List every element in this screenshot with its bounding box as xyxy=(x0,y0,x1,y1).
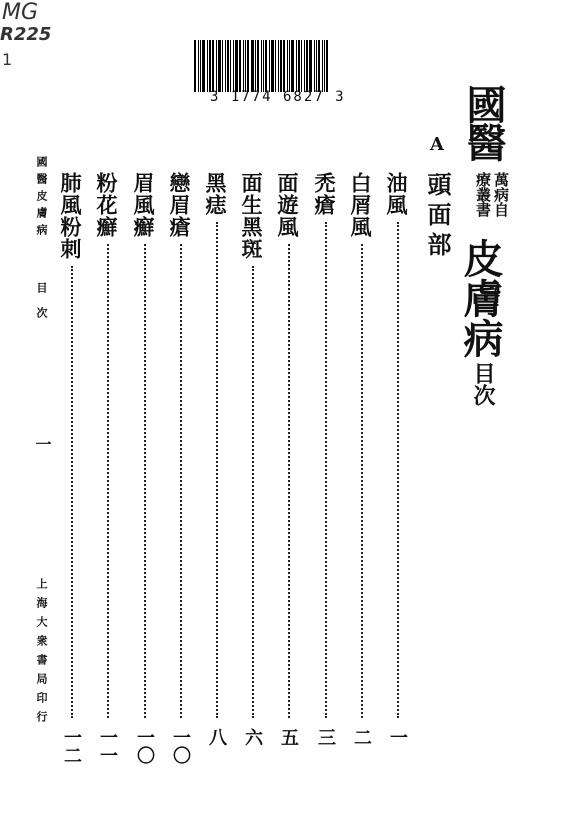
toc-entry-name: 黑痣 xyxy=(203,172,228,216)
toc-entry xyxy=(241,172,262,260)
margin-page-number: 一 xyxy=(33,436,52,452)
toc-entry xyxy=(169,172,190,238)
toc-entry-page: 二 xyxy=(351,728,372,746)
margin-title: 國醫皮膚病 xyxy=(35,156,48,241)
toc-entry-page: 三 xyxy=(315,728,336,746)
title-main: 國醫 xyxy=(460,84,507,160)
toc-entry-page: 六 xyxy=(242,728,263,746)
handwritten-mark-3: 1 xyxy=(2,50,13,69)
toc-entry-page: 一〇 xyxy=(134,728,155,764)
handwritten-mark-1: MG xyxy=(2,0,39,25)
barcode-number: 3 1774 6827 3 xyxy=(210,89,346,105)
margin-label: 目次 xyxy=(35,282,48,332)
toc-entry-name: 面生黑斑 xyxy=(239,172,264,260)
publisher: 上海大衆書局印行 xyxy=(35,578,48,730)
series-name: 萬病自 療叢書 xyxy=(474,172,510,217)
toc-entry xyxy=(133,172,154,238)
title-suffix: 目次 xyxy=(470,362,496,406)
toc-entry-name: 面遊風 xyxy=(275,172,300,238)
toc-entry xyxy=(314,172,335,216)
toc-entry-page: 八 xyxy=(206,728,227,746)
section-letter: A xyxy=(430,134,444,155)
leader-dots xyxy=(180,244,182,718)
toc-entry-page: 一二 xyxy=(61,728,82,764)
leader-dots xyxy=(216,222,218,718)
toc-entry-name: 粉花癬 xyxy=(94,172,119,238)
toc-entry-page: 五 xyxy=(278,728,299,746)
toc-entry-name: 禿瘡 xyxy=(312,172,337,216)
leader-dots xyxy=(288,244,290,718)
leader-dots xyxy=(71,266,73,718)
title-subject: 皮膚病 xyxy=(457,238,504,358)
barcode xyxy=(194,40,364,92)
toc-entry xyxy=(386,172,407,216)
toc-entry-page: 一一 xyxy=(97,728,118,764)
toc-entry xyxy=(60,172,81,260)
leader-dots xyxy=(144,244,146,718)
toc-entry-page: 一 xyxy=(387,728,408,746)
leader-dots xyxy=(361,244,363,718)
leader-dots xyxy=(325,222,327,718)
leader-dots xyxy=(397,222,399,718)
section-heading: 頭面部 xyxy=(423,172,452,262)
handwritten-mark-2: R225 xyxy=(0,24,52,45)
toc-entry-name: 肺風粉刺 xyxy=(58,172,83,260)
toc-entry xyxy=(205,172,226,216)
toc-entry xyxy=(96,172,117,238)
toc-entry-name: 白屑風 xyxy=(348,172,373,238)
toc-entry-page: 一〇 xyxy=(170,728,191,764)
toc-entry xyxy=(350,172,371,238)
toc-entry-name: 戀眉瘡 xyxy=(167,172,192,238)
leader-dots xyxy=(252,266,254,718)
toc-entry-name: 眉風癬 xyxy=(131,172,156,238)
leader-dots xyxy=(107,244,109,718)
toc-entry-name: 油風 xyxy=(384,172,409,216)
toc-entry xyxy=(277,172,298,238)
